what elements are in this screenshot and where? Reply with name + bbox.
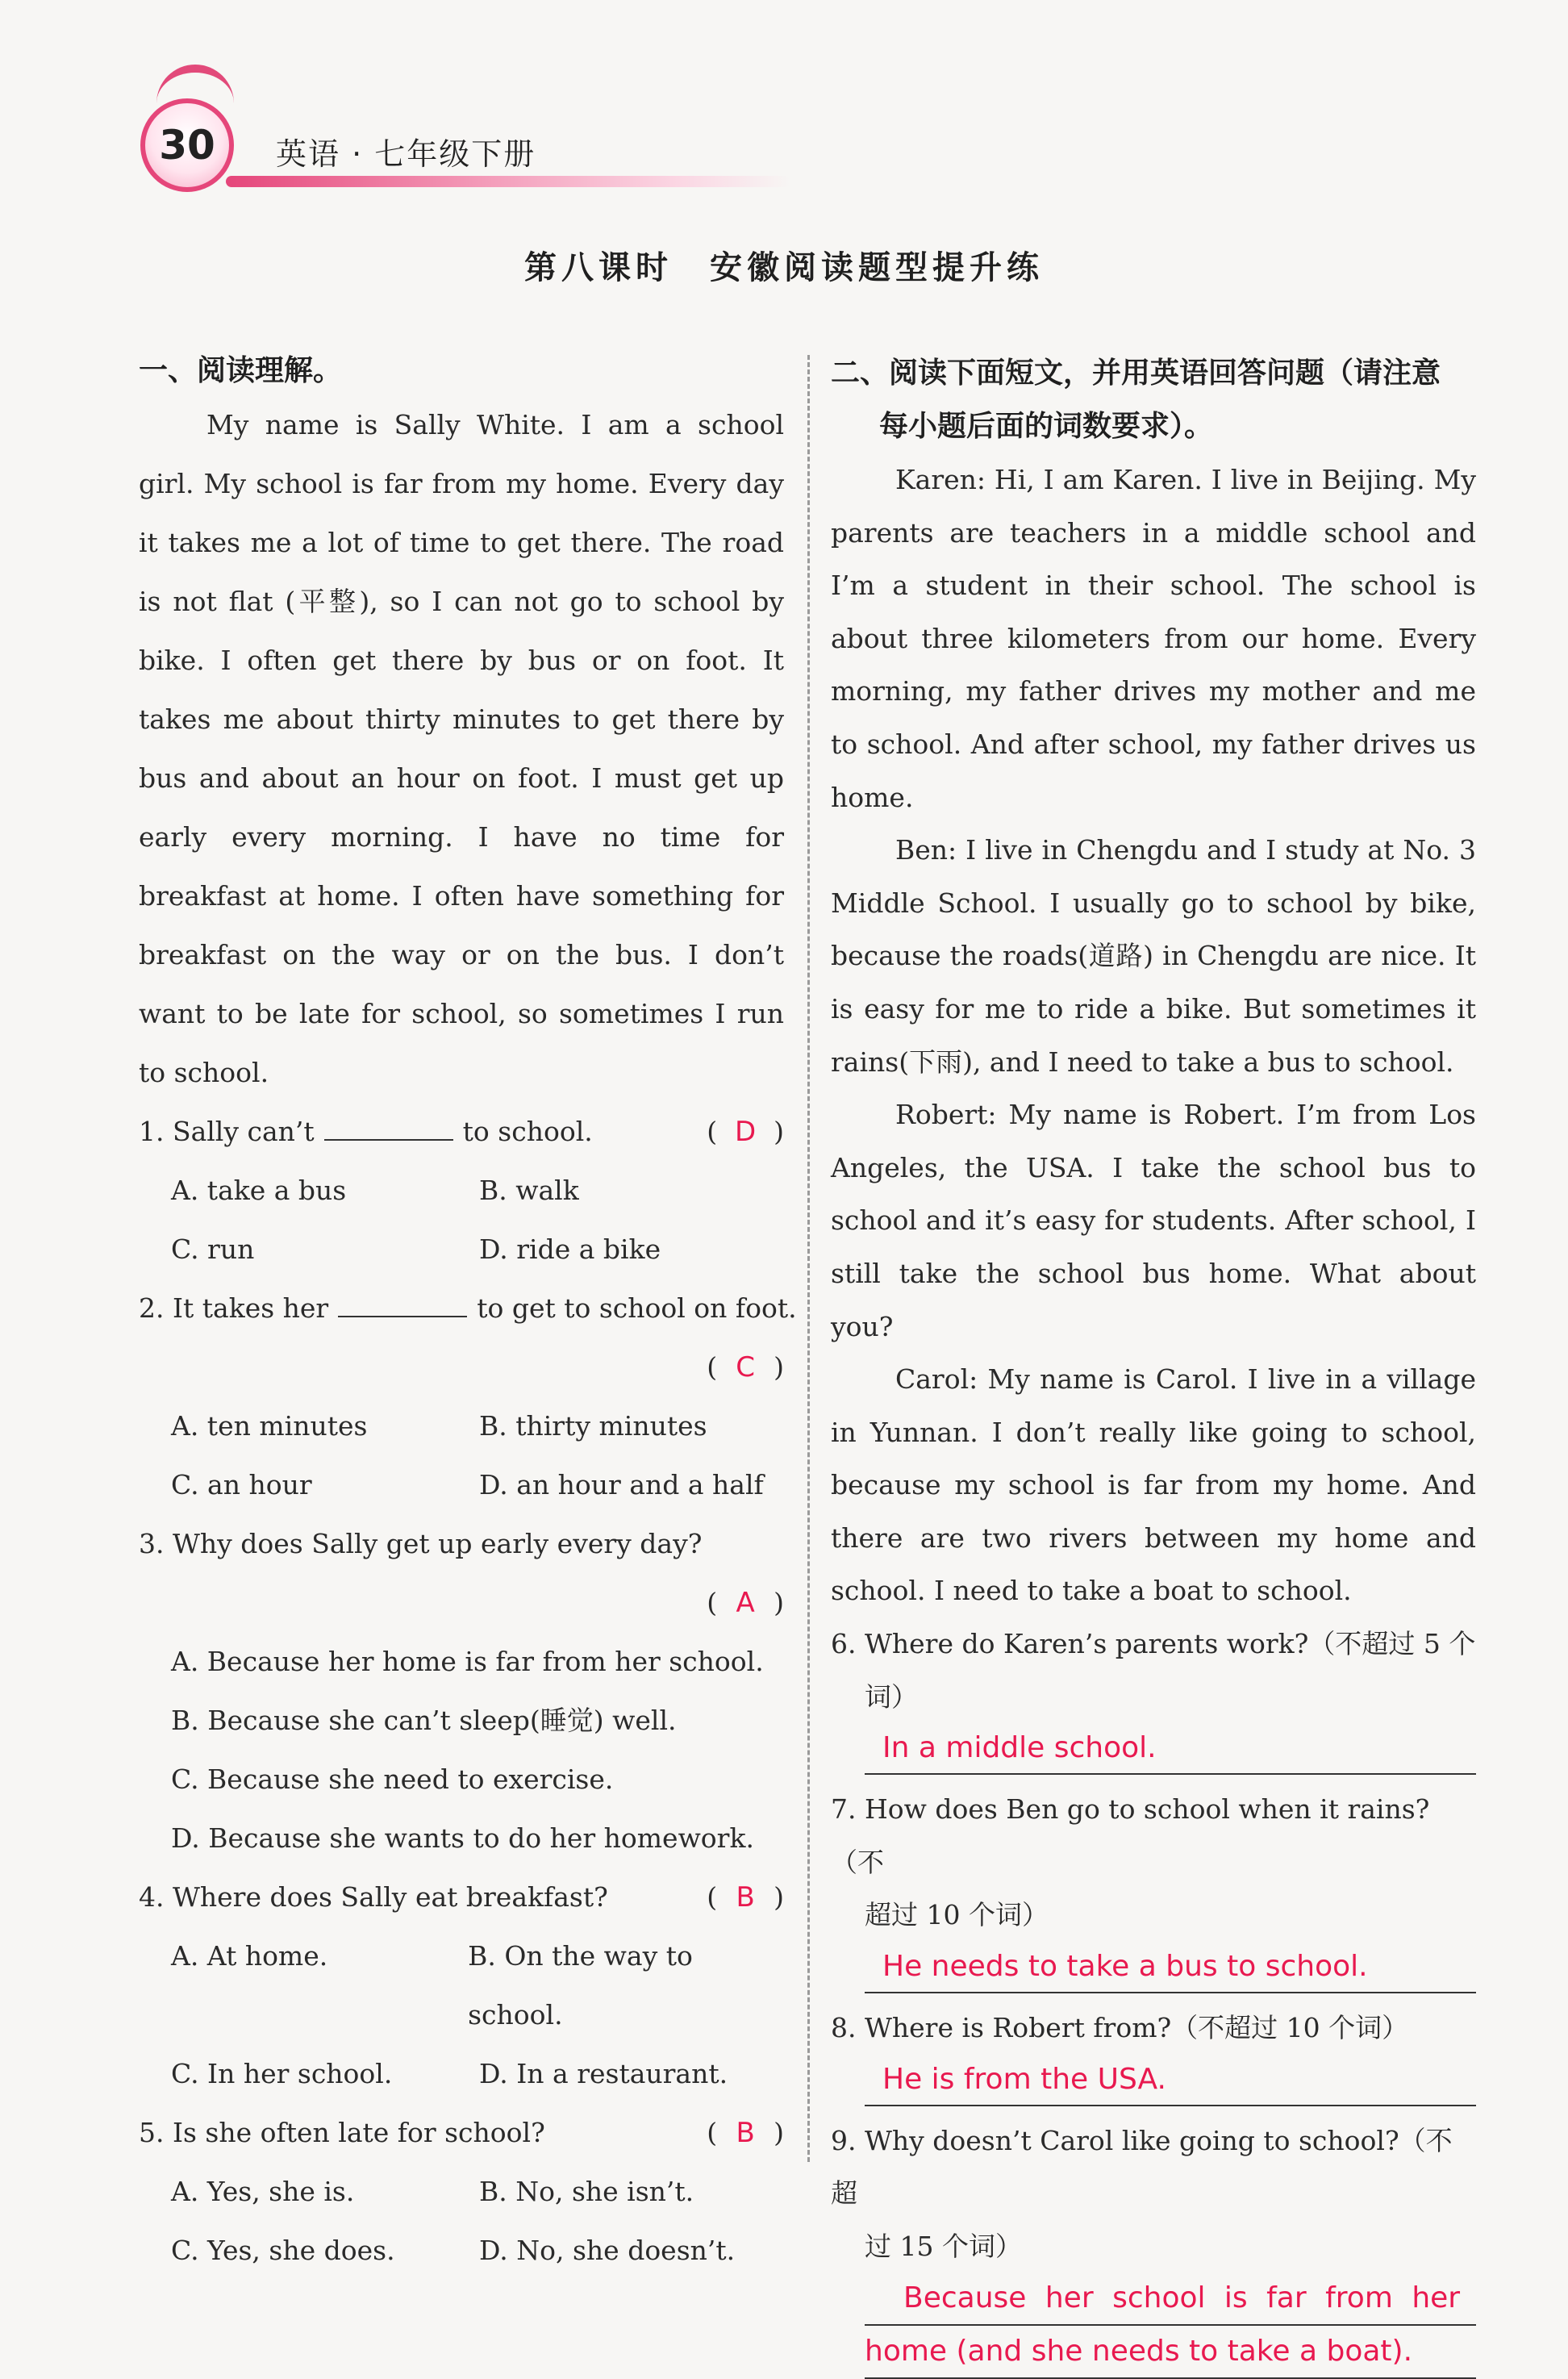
question-stem: 8. Where is Robert from?（不超过 10 个词） xyxy=(831,2012,1409,2044)
option-c: C. Yes, she does. xyxy=(171,2235,395,2266)
short-answer-section xyxy=(831,347,1476,2379)
question-stem: 1. Sally can’t xyxy=(139,1116,315,1147)
question-stem: 9. Why doesn’t Carol like going to school?（不超 xyxy=(831,2124,1453,2210)
options-row xyxy=(139,2162,784,2221)
book-title: 英语 · 七年级下册 xyxy=(276,136,536,172)
question-3 xyxy=(139,1514,784,1573)
option-d: D. No, she doesn’t. xyxy=(479,2235,736,2266)
reading-comprehension-section xyxy=(139,347,797,2280)
question-stem: 2. It takes her xyxy=(139,1292,329,1324)
option-d: D. an hour and a half xyxy=(479,1469,764,1500)
answer-parentheses: ( B ) xyxy=(707,1868,784,1927)
option-b: B. Because she can’t sleep(睡觉) well. xyxy=(171,1705,677,1736)
answer-mark: B xyxy=(736,1881,755,1914)
question-stem-cont: 过 15 个词） xyxy=(865,2230,1022,2262)
options-row xyxy=(139,1455,784,1514)
answer-row xyxy=(139,1338,784,1396)
question-stem: 7. How does Ben go to school when it rains?（不 xyxy=(831,1793,1430,1878)
column-divider xyxy=(807,355,810,2162)
options-row xyxy=(139,2221,784,2280)
lesson-title: 第八课时 安徽阅读题型提升练 xyxy=(524,249,1044,286)
question-stem: 3. Why does Sally get up early every day? xyxy=(139,1528,703,1559)
option-b: B. No, she isn’t. xyxy=(479,2176,694,2207)
section-heading-cont: 每小题后面的词数要求）。 xyxy=(879,410,1214,443)
option-c: C. Because she need to exercise. xyxy=(171,1763,614,1795)
question-7 xyxy=(831,1783,1476,1942)
answer-mark: D xyxy=(735,1116,757,1148)
question-stem-cont: 超过 10 个词） xyxy=(865,1899,1049,1931)
question-8 xyxy=(831,2001,1476,2055)
answer-lines xyxy=(865,2273,1476,2379)
question-4 xyxy=(139,1868,784,1926)
option-d: D. ride a bike xyxy=(479,1233,661,1265)
options-row xyxy=(139,1220,784,1279)
answer-mark: C xyxy=(736,1351,755,1384)
option-a: A. ten minutes xyxy=(171,1410,368,1442)
options-row xyxy=(139,1396,784,1455)
option-a: A. Yes, she is. xyxy=(171,2176,355,2207)
passage-ben: Ben: I live in Chengdu and I study at No. 3 Middle School. I usually go to school by bike, because the roads(道路) in Chengdu are nice. It is easy for me to ride a bike. But sometimes it rains(下雨), and I need to take a bus to school. xyxy=(831,834,1476,1078)
answer-blank xyxy=(324,1115,453,1141)
answer-parentheses: ( C ) xyxy=(707,1338,784,1397)
option-a: A. At home. xyxy=(171,1940,328,1972)
answer-mark: A xyxy=(736,1587,755,1619)
page-header xyxy=(129,56,799,194)
section-heading: 二、阅读下面短文，并用英语回答问题（请注意 xyxy=(831,357,1441,390)
option-d: D. In a restaurant. xyxy=(479,2058,728,2089)
answer-line: home (and she needs to take a boat). xyxy=(865,2326,1476,2379)
answer-mark: B xyxy=(736,2117,755,2149)
question-stem: 4. Where does Sally eat breakfast? xyxy=(139,1881,608,1913)
passage-robert: Robert: My name is Robert. I’m from Los Angeles, the USA. I take the school bus to school and it’s easy for students. After school, I still take the school bus home. What about you? xyxy=(831,1099,1476,1342)
option-a: A. Because her home is far from her school. xyxy=(171,1646,764,1677)
question-stem-end: to get to school on foot. xyxy=(477,1292,797,1324)
answer-row xyxy=(139,1573,784,1632)
options-row xyxy=(139,1161,784,1220)
question-stem: 5. Is she often late for school? xyxy=(139,2117,545,2148)
option-b: B. On the way to school. xyxy=(468,1940,693,2030)
option-c: C. run xyxy=(171,1233,255,1265)
answer-line: He needs to take a bus to school. xyxy=(865,1942,1476,1993)
option-c: C. In her school. xyxy=(171,2058,393,2089)
question-9 xyxy=(831,2114,1476,2273)
question-5 xyxy=(139,2103,784,2162)
answer-parentheses: ( A ) xyxy=(707,1573,784,1633)
option-a: A. take a bus xyxy=(171,1175,347,1206)
passage-text: My name is Sally White. I am a school girl. My school is far from my home. Every day it takes me a lot of time to get there. The road is not flat (平整), so I can not go to school by bike. I often get there by bus or on foot. It takes me about thirty minutes to get there by bus and about an hour on foot. I must get up early every morning. I have no time for breakfast at home. I often have something for breakfast on the way or on the bus. I don’t want to be late for school, so sometimes I run to school. xyxy=(139,409,784,1088)
section-heading: 一、阅读理解。 xyxy=(139,354,343,387)
option-b: B. thirty minutes xyxy=(479,1410,707,1442)
question-2 xyxy=(139,1279,797,1338)
question-1 xyxy=(139,1102,784,1161)
options-row xyxy=(139,2044,784,2103)
options-row xyxy=(139,1926,784,2044)
question-stem-cont: 词） xyxy=(865,1680,918,1713)
option-b: B. walk xyxy=(479,1175,579,1206)
answer-blank xyxy=(338,1292,467,1317)
answer-parentheses: ( D ) xyxy=(707,1102,784,1162)
passage-carol: Carol: My name is Carol. I live in a village in Yunnan. I don’t really like going to school, because my school is far from my home. And there are two rivers between my home and school. I need to take a boat to school. xyxy=(831,1363,1476,1607)
answer-line: In a middle school. xyxy=(865,1723,1476,1775)
answer-line: Because her school is far from her xyxy=(865,2273,1476,2326)
passage-karen: Karen: Hi, I am Karen. I live in Beijing. My parents are teachers in a middle school and I’m a student in their school. The school is about three kilometers from our home. Every morning, my father drives my mother and me to school. And after school, my father drives us home. xyxy=(831,464,1476,813)
page-number-badge: 30 xyxy=(140,98,234,192)
question-6 xyxy=(831,1617,1476,1723)
answer-parentheses: ( B ) xyxy=(707,2103,784,2163)
option-d: D. Because she wants to do her homework. xyxy=(171,1822,754,1854)
header-underline-decoration xyxy=(226,176,790,187)
option-c: C. an hour xyxy=(171,1469,312,1500)
answer-line: He is from the USA. xyxy=(865,2055,1476,2106)
question-stem-end: to school. xyxy=(462,1116,593,1147)
question-stem: 6. Where do Karen’s parents work?（不超过 5 个 xyxy=(831,1628,1476,1660)
